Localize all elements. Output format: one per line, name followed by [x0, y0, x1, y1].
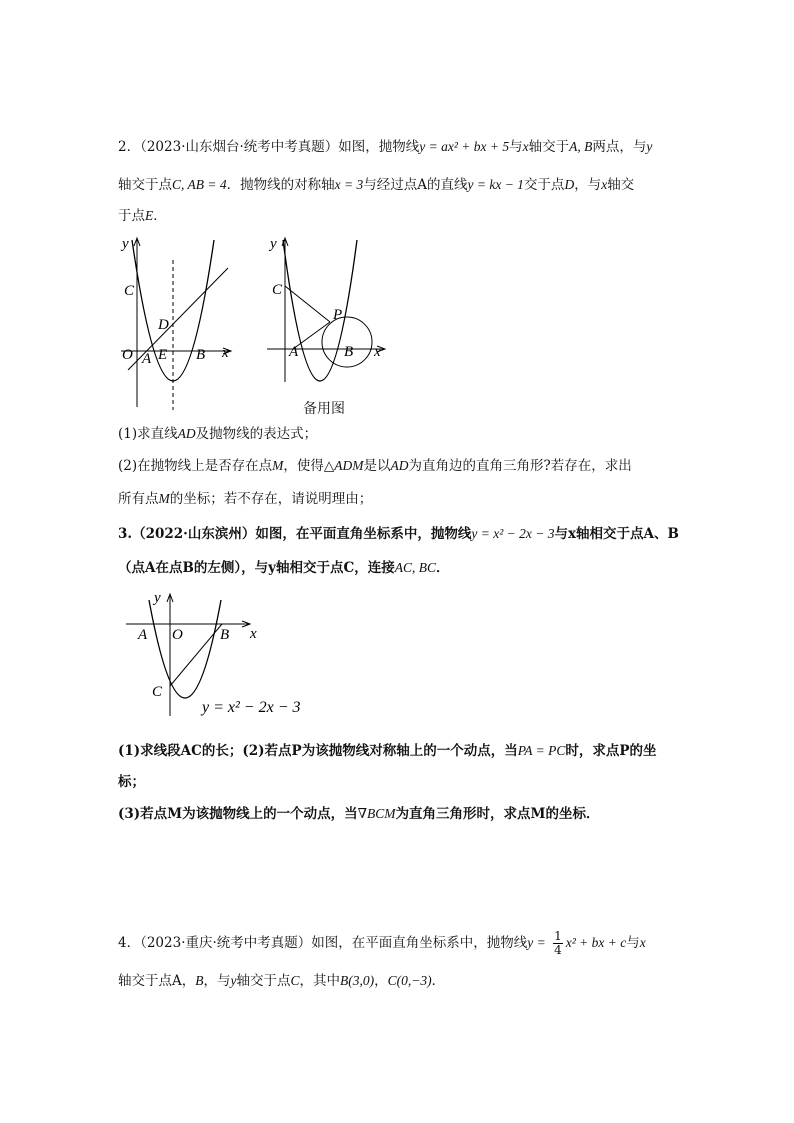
- label-y: y: [154, 590, 161, 606]
- p2-question-2: (2)在抛物线上是否存在点M，使得△ADM是以AD为直角边的直角三角形?若存在，求出: [118, 458, 632, 474]
- p3-question-1-2: (1)求线段AC的长；(2)若点P为该抛物线对称轴上的一个动点，当PA = PC时，求点P的坐: [118, 743, 657, 759]
- p2-line-3: 于点E．: [118, 208, 167, 224]
- p3-line-2: （点A在点B的左侧），与y轴相交于点C，连接AC, BC．: [118, 560, 450, 576]
- label-o: O: [122, 347, 133, 363]
- backup-figure-caption: 备用图: [303, 401, 345, 417]
- label-p: P: [333, 307, 343, 323]
- label-b: B: [196, 347, 206, 363]
- p4-line-1: 4．（2023·重庆·统考中考真题）如图，在平面直角坐标系中，抛物线y = $\frac{1}{4}$ x² + bx + c与x: [118, 929, 646, 957]
- label-o: O: [172, 627, 183, 643]
- p2-line-2: 轴交于点C, AB = 4．抛物线的对称轴x = 3与经过点A的直线y = kx − 1交于点D，与x轴交: [118, 177, 635, 193]
- label-c: C: [152, 684, 163, 700]
- p2-question-1: (1)求直线AD及抛物线的表达式；: [118, 426, 318, 442]
- parabola-equation: y = x² − 2x − 3: [202, 699, 301, 716]
- label-x: x: [222, 345, 229, 361]
- p2-figure-main: [118, 232, 248, 412]
- label-y: y: [270, 236, 277, 252]
- p4-line-2: 轴交于点A，B，与y轴交于点C，其中B(3,0)，C(0,−3)．: [118, 973, 446, 989]
- p2-figure-backup: [265, 232, 395, 402]
- p3-question-1-2-cont: 标；: [118, 774, 145, 790]
- label-e: E: [158, 347, 168, 363]
- p2-question-2-cont: 所有点M的坐标；若不存在，请说明理由；: [118, 491, 373, 507]
- label-c: C: [124, 283, 135, 299]
- label-d: D: [158, 317, 169, 333]
- label-x: x: [250, 626, 257, 642]
- label-x: x: [374, 344, 381, 360]
- label-y: y: [122, 236, 129, 252]
- label-a: A: [142, 351, 152, 367]
- p3-figure: [124, 590, 314, 720]
- label-b: B: [344, 344, 354, 360]
- p3-line-1: 3.（2022·山东滨州）如图，在平面直角坐标系中，抛物线y = x² − 2x − 3与x轴相交于点A、B: [118, 526, 679, 542]
- label-b: B: [220, 627, 230, 643]
- p2-line-1: 2．（2023·山东烟台·统考中考真题）如图，抛物线y = ax² + bx + 5与x轴交于A, B两点，与y: [118, 139, 653, 155]
- fraction-one-quarter: $\frac{1}{4}$: [554, 929, 562, 957]
- label-a: A: [289, 344, 299, 360]
- label-c: C: [272, 282, 283, 298]
- label-a: A: [138, 627, 148, 643]
- p3-question-3: (3)若点M为该抛物线上的一个动点，当∇BCM为直角三角形时，求点M的坐标．: [118, 806, 600, 822]
- segment-cp: [285, 286, 330, 322]
